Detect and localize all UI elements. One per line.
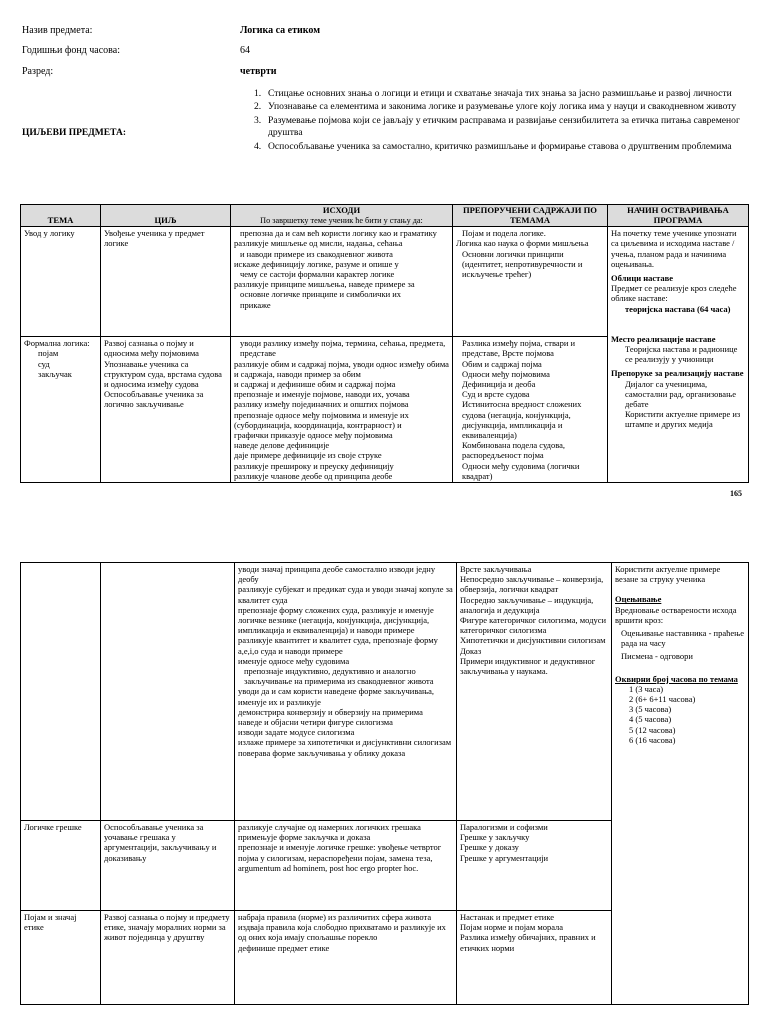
row-cilj: Развој сазнања о појму и односима међу појмовима Упознавање ученика са структуром суда, врстама судова и односима између судова Оспособљавање ученика за логично закључивање xyxy=(101,337,231,483)
row-sadrzaji: Паралогизми и софизми Грешке у закључку Грешке у доказу Грешке у аргументацији xyxy=(457,821,612,911)
row-tema xyxy=(21,563,101,821)
page-number: 165 xyxy=(730,489,742,498)
row-sadrzaji: Разлика између појма, ствари и представе, Врсте појмова Обим и садржај појма Односи међу појмовима Дефиниција и деоба Суд и врсте судова Истинитосна вредност сложених судова (негација, конјункција, дисјункција, импликација и еквиваленција) Комбинована подела судова, распоредљеност појма Односи међу судовима (логички квадрат) xyxy=(453,337,608,483)
goal-item: 3. Разумевање појмова који се јављају у етичким расправама и развијање сензибилитета за етичка питања савременог друштва xyxy=(254,114,740,139)
row-ishodi: набраја правила (норме) из различитих сфера живота издваја правила која слободно прихватамо и разликује их од оних која имају спољашње порекло дефинише предмет етике xyxy=(235,911,457,1005)
row-ishodi: препозна да и сам већ користи логику као и граматику разликује мишљење од мисли, надања, сећања и наводи примере из свакодневног живота искаже дефиницију логике, разуме и опише у чему се састоји формални карактер логике разликује принципе мишљења, наведе примере за основне логичке принципе и симболички их прикаже xyxy=(231,227,453,337)
curriculum-table-continued xyxy=(20,562,749,1005)
hours-value: 64 xyxy=(240,45,250,56)
table-row xyxy=(21,227,749,337)
row-cilj: Увођење ученика у предмет логике xyxy=(101,227,231,337)
hours-item: 5 (12 часова) xyxy=(629,724,676,735)
col-header-tema: ТЕМА xyxy=(21,205,101,227)
goal-item: 2. Упознавање са елементима и законима логике и разумевање улоге коју логика има у науци и свакодневном животу xyxy=(254,101,737,113)
goals-label: ЦИЉЕВИ ПРЕДМЕТА: xyxy=(22,128,126,138)
row-tema: Формална логика: појам суд закључак xyxy=(21,337,101,483)
row-nacin: На почетку теме ученике упознати са циљевима и исходима наставе / учења, планом рада и начинима оцењивања. Облици наставе Предмет се реализује кроз следеће облике наставе: теоријска настава (64 часа) Место реализације наставе Теоријска настава и радионице се реализују у учионици Препоруке за реализацију наставе Дијалог са ученицима, самостални рад, организовање дебате Користити актуелне примере из штампе и других медија xyxy=(608,227,749,483)
col-header-sadrzaji: ПРЕПОРУЧЕНИ САДРЖАЈИ ПО ТЕМАМА xyxy=(453,205,608,227)
hours-item: 6 (16 часова) xyxy=(629,734,676,745)
col-header-ishodi: ИСХОДИ По завршетку теме ученик ће бити у стању да: xyxy=(231,205,453,227)
row-tema: Логичке грешке xyxy=(21,821,101,911)
goal-item: 4. Оспособљавање ученика за самостално, критичко размишљање и формирање ставова о друштвеним проблемима xyxy=(254,140,732,152)
row-cilj: Оспособљавање ученика за уочавање грешака у аргументацији, закључивању и доказивању xyxy=(101,821,235,911)
hours-label: Годишњи фонд часова: xyxy=(22,45,120,56)
row-cilj xyxy=(101,563,235,821)
row-sadrzaji: Врсте закључивања Непосредно закључивање – конверзија, обверзија, логички квадрат Посредно закључивање – индукција, аналогија и дедукција Фигуре категоричког силогизма, модуси категоричког силогизма Хипотетички и дисјунктивни силогизам Доказ Примери индуктивног и дедуктивног закључивања у наукама. xyxy=(457,563,612,821)
row-tema: Појам и значај етике xyxy=(21,911,101,1005)
subject-label: Назив предмета: xyxy=(22,25,93,36)
row-cilj: Развој сазнања о појму и предмету етике, значају моралних норми за живот појединца у друштву xyxy=(101,911,235,1005)
table-row xyxy=(21,563,749,821)
row-nacin: Користити актуелне примере везане за струку ученика Оцењивање Вредновање остварености исхода вршити кроз: Оцењивање наставника - праћење рада на часу Писмена - одговори Оквирни број часова по темама 1 (3 часа) 2 (6+ 6+11 часова) 3 (5 часова) 4 (5 часова) 5 (12 часова) 6 (16 часова) xyxy=(612,563,749,1005)
hours-item: 3 (5 часова) xyxy=(629,704,672,715)
col-header-nacin: НАЧИН ОСТВАРИВАЊА ПРОГРАМА xyxy=(608,205,749,227)
subject-value: Логика са етиком xyxy=(240,25,321,36)
row-ishodi: разликује случајне од намерних логичких грешака примењује форме закључка и доказа препознаје и именује логичке грешке: увођење четвртог појма у силогизам, нераспоређени појам, замена теза, argumentum ad hominem, post hoc ergo propter hoc. xyxy=(235,821,457,911)
row-sadrzaji: Појам и подела логике. Логика као наука о форми мишљења Основни логички принципи (идентитет, непротивуречности и искључење трећег) xyxy=(453,227,608,337)
row-ishodi: уводи значај принципа деобе самостално изводи једну деобу разликује субјекат и предикат суда и уводи значај копуле за квалитет суда препознаје форму сложених суда, разликује и именује логичке везнике (негација, конјункција, дисјункција, импликација и еквиваленција) и наводи примере разликује квантитет и квалитет суда, препознаје форму а,е,i,о суда и наводи примере именује односе међу судовима препознаје индуктивно, дедуктивно и аналогно закључивање на примерима из свакодневног живота уводи да и сам користи наведене форме закључивања, именује их и разликује демонстрира конверзију и обверзију на примерима наведе и објасни четири фигуре силогизма изводи задате модусе силогизма излаже примере за хипотетички и дисјунктивни силогизам поверава форме закључивања у облику доказа xyxy=(235,563,457,821)
curriculum-table xyxy=(20,204,749,483)
row-sadrzaji: Настанак и предмет етике Појам норме и појам морала Разлика између обичајних, правних и етичких норми xyxy=(457,911,612,1005)
hours-item: 4 (5 часова) xyxy=(629,714,672,725)
col-header-cilj: ЦИЉ xyxy=(101,205,231,227)
hours-item: 1 (3 часа) xyxy=(629,683,664,694)
hours-item: 2 (6+ 6+11 часова) xyxy=(629,694,696,705)
row-tema: Увод у логику xyxy=(21,227,101,337)
grade-label: Разред: xyxy=(22,66,54,77)
goal-item: 1. Стицање основних знања о логици и етици и схватање значаја тих знања за јасно размишљање и развој личности xyxy=(254,88,732,99)
row-ishodi: уводи разлику између појма, термина, сећања, предмета, представе разликује обим и садржај појма, уводи однос између обима и садржаја, наводи пример за обим и садржај и дефинише обим и садржај појма препознаје и именује појмове, наводи их, уочава разлику између појединачних и општих појмова препознаје односе међу појмовима и именује их (субординација, координација, контрарност) и графички приказује односе међу појмовима наведе делове дефиниције даје примере дефиниције из своје струке разликује прешироку и преуску дефиницију разликује чланове деобе од принципа деобе xyxy=(231,337,453,483)
grade-value: четврти xyxy=(240,66,277,77)
goals-list xyxy=(254,88,754,154)
